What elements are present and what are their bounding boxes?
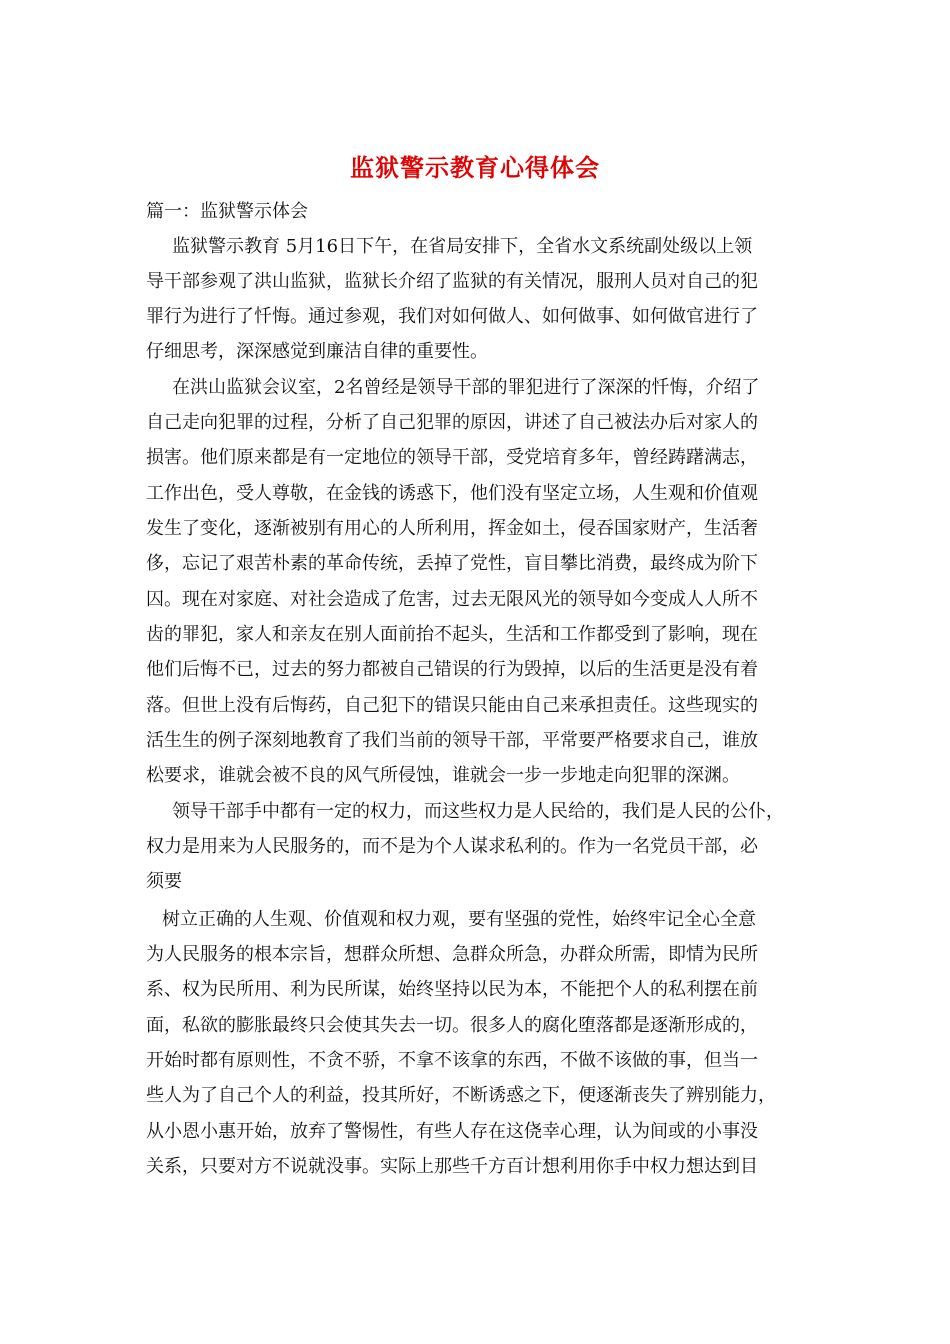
document-title: 监狱警示教育心得体会 [350, 153, 600, 182]
paragraph-line: 罪行为进行了忏悔。通过参观，我们对如何做人、如何做事、如何做官进行了 [146, 306, 758, 327]
paragraph-line: 侈，忘记了艰苦朴素的革命传统，丢掉了党性，盲目攀比消费，最终成为阶下 [146, 553, 758, 574]
paragraph-line: 面，私欲的膨胀最终只会使其失去一切。很多人的腐化堕落都是逐渐形成的， [146, 1015, 758, 1036]
paragraph-line: 工作出色，受人尊敬，在金钱的诱惑下，他们没有坚定立场，人生观和价值观 [146, 483, 758, 504]
paragraph-line: 仔细思考，深深感觉到廉洁自律的重要性。 [146, 341, 488, 362]
paragraph-line: 些人为了自己个人的利益，投其所好，不断诱惑之下，便逐渐丧失了辨别能力， [146, 1085, 776, 1106]
section-heading: 篇一：监狱警示体会 [146, 201, 308, 222]
paragraph-line: 囚。现在对家庭、对社会造成了危害，过去无限风光的领导如今变成人人所不 [146, 589, 758, 610]
paragraph-line: 领导干部手中都有一定的权力，而这些权力是人民给的，我们是人民的公仆， [172, 801, 784, 822]
paragraph-line: 在洪山监狱会议室，2名曾经是领导干部的罪犯进行了深深的忏悔，介绍了 [172, 377, 760, 398]
paragraph-line: 齿的罪犯，家人和亲友在别人面前抬不起头，生活和工作都受到了影响，现在 [146, 624, 758, 645]
paragraph-line: 监狱警示教育 5月16日下午，在省局安排下，全省水文系统副处级以上领 [172, 236, 753, 257]
paragraph-line: 为人民服务的根本宗旨，想群众所想、急群众所急，办群众所需，即情为民所 [146, 944, 758, 965]
paragraph-line: 松要求，谁就会被不良的风气所侵蚀，谁就会一步一步地走向犯罪的深渊。 [146, 765, 740, 786]
paragraph-line: 导干部参观了洪山监狱，监狱长介绍了监狱的有关情况，服刑人员对自己的犯 [146, 271, 758, 292]
paragraph-line: 自己走向犯罪的过程，分析了自己犯罪的原因，讲述了自己被法办后对家人的 [146, 412, 758, 433]
paragraph-line: 系、权为民所用、利为民所谋，始终坚持以民为本，不能把个人的私利摆在前 [146, 979, 758, 1000]
paragraph-line: 树立正确的人生观、价值观和权力观，要有坚强的党性，始终牢记全心全意 [162, 909, 756, 930]
paragraph-line: 开始时都有原则性，不贪不骄，不拿不该拿的东西，不做不该做的事，但当一 [146, 1050, 758, 1071]
paragraph-line: 从小恩小惠开始，放弃了警惕性，有些人存在这侥幸心理，认为间或的小事没 [146, 1121, 758, 1142]
paragraph-line: 发生了变化，逐渐被别有用心的人所利用，挥金如土，侵吞国家财产，生活奢 [146, 518, 758, 539]
paragraph-line: 损害。他们原来都是有一定地位的领导干部，受党培育多年，曾经踌躇满志， [146, 447, 758, 468]
paragraph-line: 落。但世上没有后悔药，自己犯下的错误只能由自己来承担责任。这些现实的 [146, 695, 758, 716]
paragraph-line: 权力是用来为人民服务的，而不是为个人谋求私利的。作为一名党员干部，必 [146, 836, 758, 857]
paragraph-line: 活生生的例子深刻地教育了我们当前的领导干部，平常要严格要求自己，谁放 [146, 730, 758, 751]
paragraph-line: 他们后悔不已，过去的努力都被自己错误的行为毁掉，以后的生活更是没有着 [146, 659, 758, 680]
paragraph-line: 须要 [146, 871, 182, 892]
paragraph-line: 关系，只要对方不说就没事。实际上那些千方百计想利用你手中权力想达到目 [146, 1156, 758, 1177]
